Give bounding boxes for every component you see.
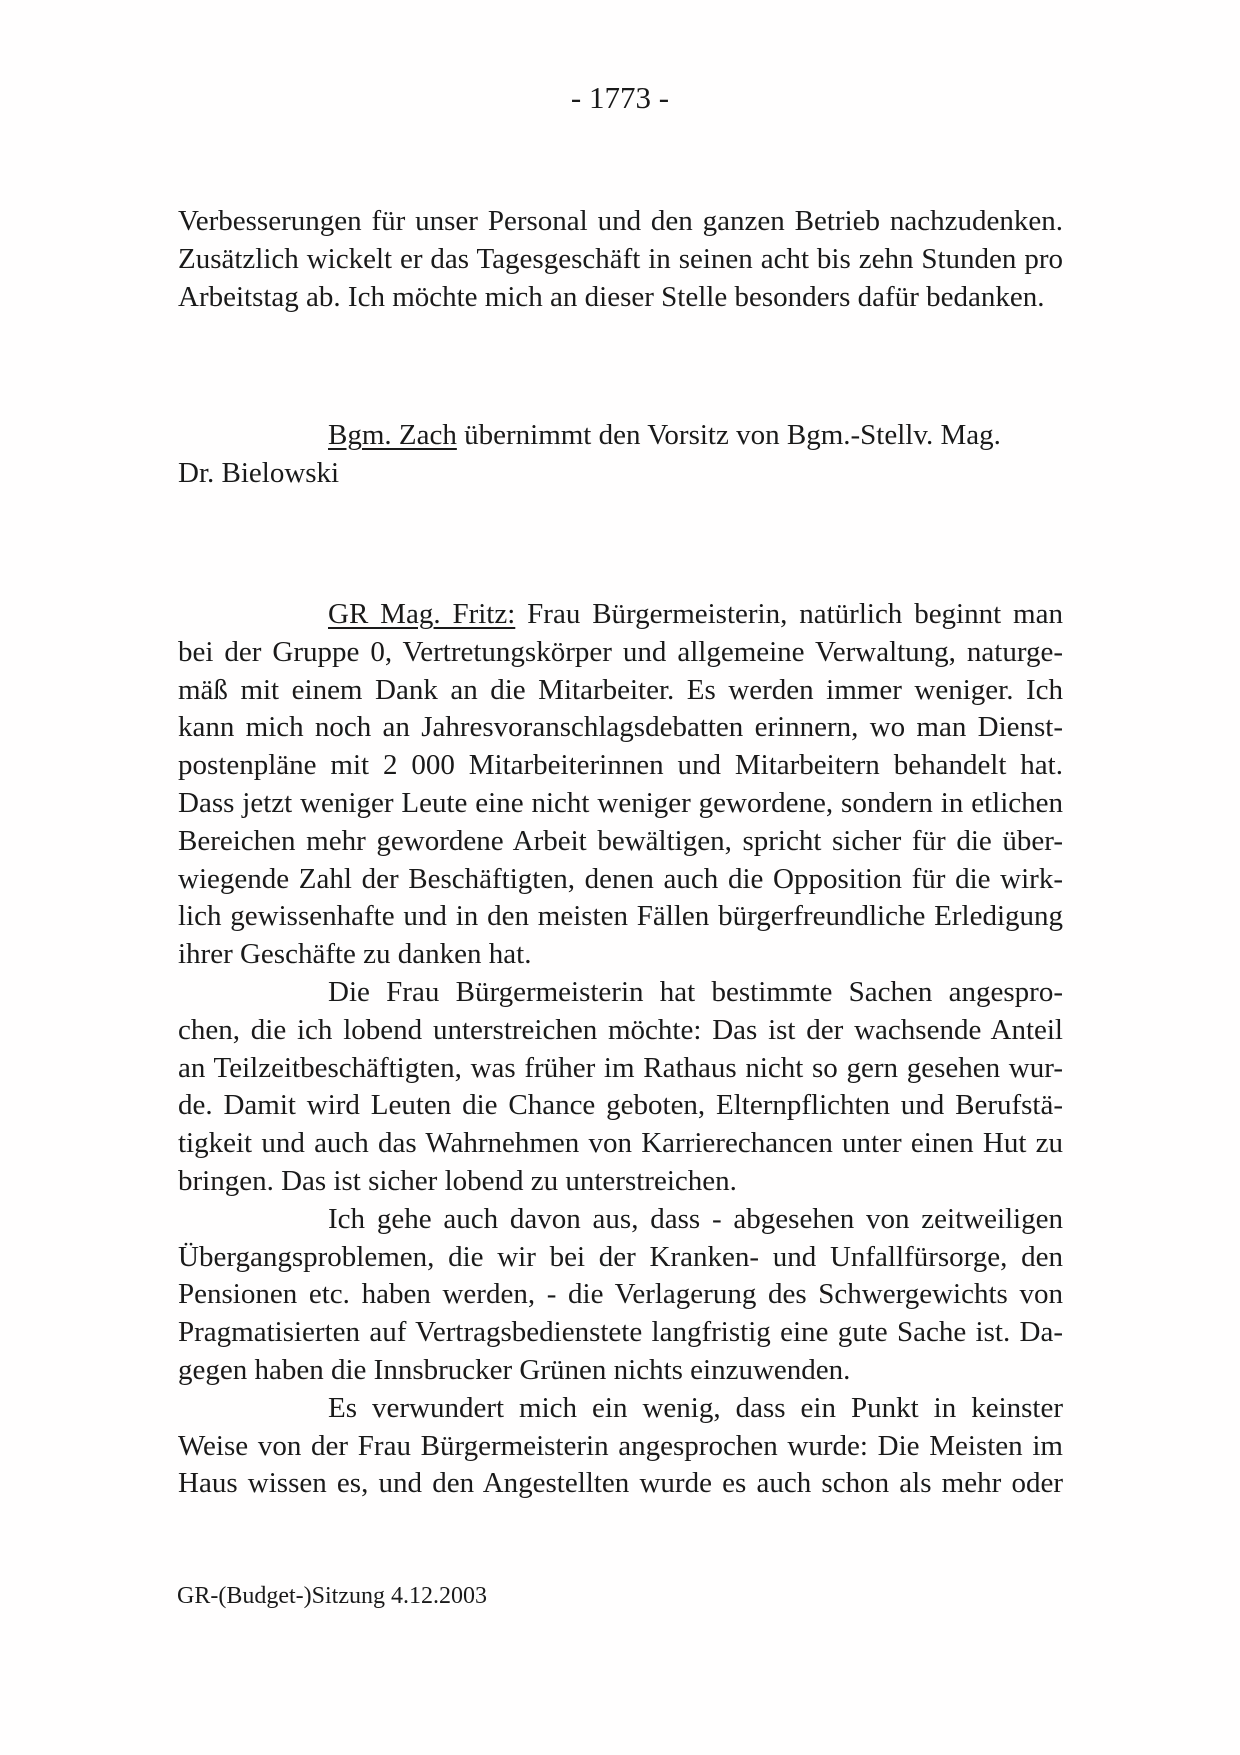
text-segment: Dr. Bielowski xyxy=(178,456,340,489)
text-line xyxy=(178,1276,1063,1314)
text-segment: Frau Bürgermeisterin, natürlich beginnt man xyxy=(515,598,1063,630)
text-line xyxy=(178,279,1063,317)
text-line xyxy=(178,203,1063,241)
text-segment: Die Frau Bürgermeisterin hat bestimmte Sachen angespro- xyxy=(328,975,1063,1008)
text-segment: Verbesserungen für unser Personal und den ganzen Betrieb nachzudenken. xyxy=(178,205,1063,237)
underlined-speaker-name: Bgm. Zach xyxy=(328,419,457,451)
text-segment: tigkeit und auch das Wahrnehmen von Karrierechancen unter einen Hut zu xyxy=(178,1127,1063,1160)
paragraph-speech-fritz-1 xyxy=(178,596,1063,1503)
text-line xyxy=(178,823,1063,861)
paragraph-continuation xyxy=(178,203,1063,316)
text-segment: Pensionen etc. haben werden, - die Verlagerung des Schwergewichts von xyxy=(178,1278,1063,1311)
text-segment: übernimmt den Vorsitz von Bgm.-Stellv. Mag. xyxy=(456,419,1001,451)
footer-note: GR-(Budget-)Sitzung 4.12.2003 xyxy=(177,1583,487,1609)
text-line xyxy=(178,1428,1063,1466)
text-line xyxy=(178,898,1063,936)
text-segment: wiegende Zahl der Beschäftigten, denen auch die Opposition für die wirk- xyxy=(178,862,1063,895)
text-line xyxy=(178,1314,1063,1352)
text-segment: Übergangsproblemen, die wir bei der Kranken- und Unfallfürsorge, den xyxy=(178,1240,1063,1273)
text-segment: Bereichen mehr gewordene Arbeit bewältigen, spricht sicher für die über- xyxy=(178,824,1063,857)
text-segment: bei der Gruppe 0, Vertretungskörper und allgemeine Verwaltung, naturge- xyxy=(178,635,1063,668)
text-line xyxy=(178,1201,1063,1239)
text-line xyxy=(178,241,1063,279)
text-line xyxy=(178,709,1063,747)
text-segment: an Teilzeitbeschäftigten, was früher im Rathaus nicht so gern gesehen wur- xyxy=(178,1051,1063,1084)
text-line xyxy=(178,1163,1063,1201)
text-segment: ihrer Geschäfte zu danken hat. xyxy=(178,938,532,971)
text-segment: kann mich noch an Jahresvoranschlagsdebatten erinnern, wo man Dienst- xyxy=(178,711,1063,744)
text-segment: Zusätzlich wickelt er das Tagesgeschäft in seinen acht bis zehn Stunden pro xyxy=(178,242,1063,275)
text-segment: Haus wissen es, und den Angestellten wurde es auch schon als mehr oder xyxy=(178,1467,1063,1500)
text-segment: Es verwundert mich ein wenig, dass ein Punkt in keinster xyxy=(328,1391,1063,1424)
text-line xyxy=(178,1087,1063,1125)
text-line xyxy=(178,785,1063,823)
text-line xyxy=(178,1050,1063,1088)
text-segment: Weise von der Frau Bürgermeisterin angesprochen wurde: Die Meisten im xyxy=(178,1429,1063,1462)
text-segment: bringen. Das ist sicher lobend zu unterstreichen. xyxy=(178,1164,737,1197)
underlined-speaker-name: GR Mag. Fritz: xyxy=(328,598,516,630)
page-number: - 1773 - xyxy=(570,80,670,115)
text-line xyxy=(178,1239,1063,1277)
text-line xyxy=(178,455,1063,493)
text-line xyxy=(178,672,1063,710)
text-segment: Dass jetzt weniger Leute eine nicht weniger gewordene, sondern in etlichen xyxy=(178,786,1063,819)
text-line xyxy=(178,861,1063,899)
text-line xyxy=(178,634,1063,672)
text-segment: Pragmatisierten auf Vertragsbedienstete langfristig eine gute Sache ist. Da- xyxy=(178,1316,1063,1349)
text-line xyxy=(178,1125,1063,1163)
text-line xyxy=(178,1465,1063,1503)
text-segment: Arbeitstag ab. Ich möchte mich an dieser Stelle besonders dafür bedanken. xyxy=(178,280,1045,313)
text-line xyxy=(178,417,1063,455)
text-segment: chen, die ich lobend unterstreichen möchte: Das ist der wachsende Anteil xyxy=(178,1013,1063,1046)
text-line xyxy=(178,1012,1063,1050)
text-segment: postenpläne mit 2 000 Mitarbeiterinnen und Mitarbeitern behandelt hat. xyxy=(178,749,1063,782)
text-segment: gegen haben die Innsbrucker Grünen nichts einzuwenden. xyxy=(178,1353,851,1386)
text-segment: Ich gehe auch davon aus, dass - abgesehen von zeitweiligen xyxy=(328,1202,1063,1235)
paragraph-chair-handover xyxy=(178,417,1063,493)
text-segment: de. Damit wird Leuten die Chance geboten, Elternpflichten und Berufstä- xyxy=(178,1089,1063,1122)
text-segment: mäß mit einem Dank an die Mitarbeiter. Es werden immer weniger. Ich xyxy=(178,673,1063,706)
text-line xyxy=(178,1390,1063,1428)
text-line xyxy=(178,596,1063,634)
text-line xyxy=(178,747,1063,785)
text-line xyxy=(178,936,1063,974)
text-line xyxy=(178,1352,1063,1390)
text-line xyxy=(178,974,1063,1012)
text-segment: lich gewissenhafte und in den meisten Fällen bürgerfreundliche Erledigung xyxy=(178,900,1063,933)
